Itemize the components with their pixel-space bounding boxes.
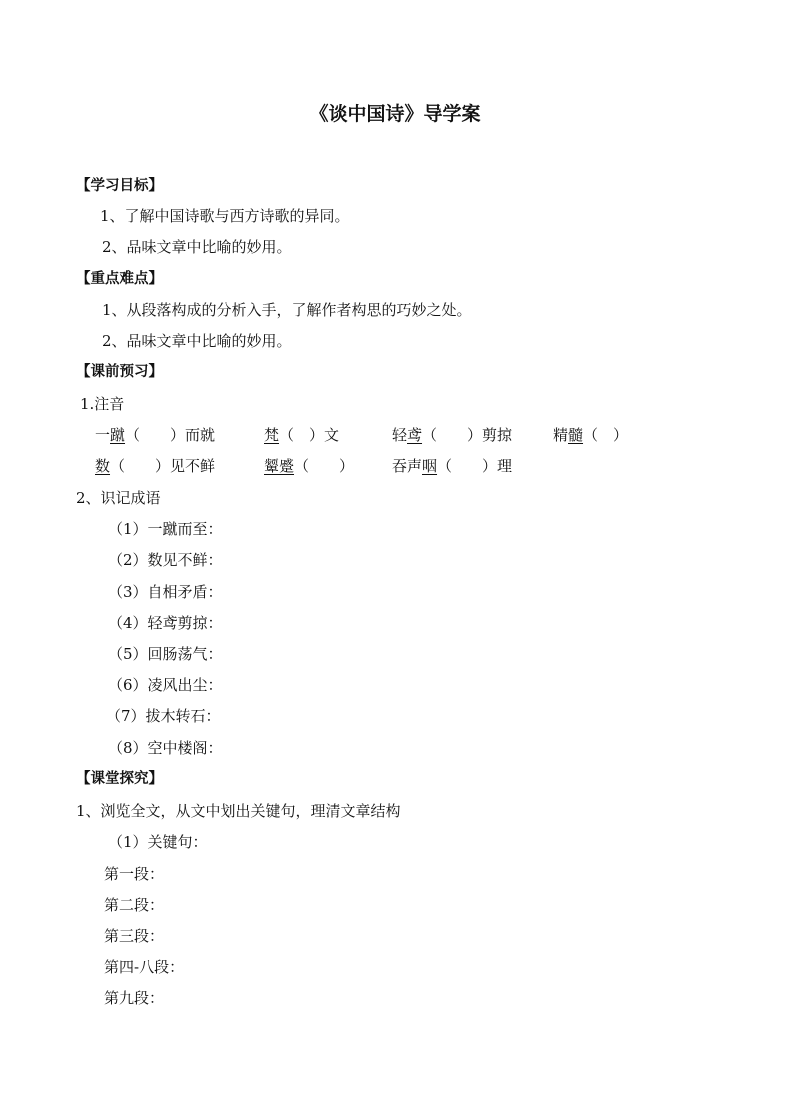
goal-item: 2、品味文章中比喻的妙用。 — [102, 238, 292, 256]
key-point-item: 2、品味文章中比喻的妙用。 — [102, 332, 292, 350]
pinyin-entry: 数（ ）见不鲜 — [95, 457, 216, 475]
idiom-item: （5）回肠荡气： — [108, 645, 223, 663]
key-point-item: 1、从段落构成的分析入手，了解作者构思的巧妙之处。 — [102, 301, 472, 319]
idiom-item: （4）轻鸢剪掠： — [108, 614, 223, 632]
idiom-item: （1）一蹴而至： — [108, 520, 223, 538]
idiom-item: （2）数见不鲜： — [108, 551, 223, 569]
pinyin-entry: 精髓（ ） — [553, 426, 629, 444]
explore-task: 1、浏览全文，从文中划出关键句，理清文章结构 — [76, 802, 401, 820]
goals-heading: 【学习目标】 — [76, 178, 163, 194]
key-points-heading: 【重点难点】 — [76, 271, 163, 287]
idiom-title: 2、识记成语 — [76, 489, 161, 507]
idiom-item: （3）自相矛盾： — [108, 583, 223, 601]
pinyin-entry: 梵（ ）文 — [264, 426, 340, 444]
preview-heading: 【课前预习】 — [76, 364, 163, 380]
paragraph-label: 第四-八段： — [104, 958, 185, 976]
pinyin-entry: 颦蹙（ ） — [264, 457, 355, 475]
idiom-item: （8）空中楼阁： — [108, 739, 223, 757]
pinyin-entry: 吞声咽（ ）理 — [392, 457, 513, 475]
explore-heading: 【课堂探究】 — [76, 771, 163, 787]
page-title: 《谈中国诗》导学案 — [309, 103, 481, 125]
paragraph-label: 第九段： — [104, 989, 165, 1007]
paragraph-label: 第二段： — [104, 896, 165, 914]
key-sentence-label: （1）关键句： — [108, 833, 208, 851]
paragraph-label: 第三段： — [104, 927, 165, 945]
goal-item: 1、了解中国诗歌与西方诗歌的异同。 — [100, 207, 350, 225]
pinyin-title: 1.注音 — [80, 395, 125, 413]
pinyin-entry: 一蹴（ ）而就 — [95, 426, 216, 444]
pinyin-entry: 轻鸢（ ）剪掠 — [392, 426, 513, 444]
idiom-item: （7）拔木转石： — [106, 707, 221, 725]
idiom-item: （6）凌风出尘： — [108, 676, 223, 694]
paragraph-label: 第一段： — [104, 865, 165, 883]
